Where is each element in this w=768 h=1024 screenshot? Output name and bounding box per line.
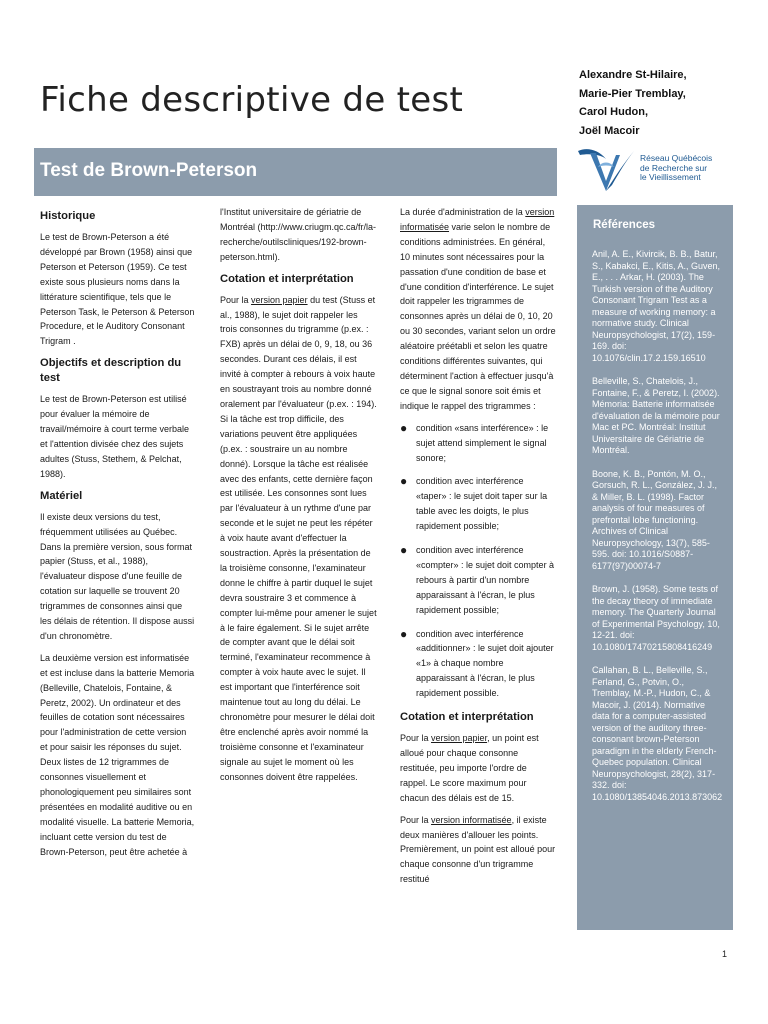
rqrv-logo-icon bbox=[576, 145, 636, 195]
conditions-list bbox=[400, 421, 556, 701]
test-title: Test de Brown-Peterson bbox=[40, 160, 258, 181]
list-item-text: condition avec interférence «taper» : le sujet doit taper sur la table avec les doigts, le plus rapidement possible; bbox=[416, 476, 548, 532]
author-name: Carol Hudon, bbox=[579, 106, 649, 118]
cotation-text bbox=[400, 731, 556, 806]
intro-text bbox=[400, 205, 556, 414]
text-span: , un point est alloué pour chaque consonne restituée, peu importe l'ordre de rappel. Le score maximum pour chacun des délais est de 15. bbox=[400, 733, 539, 803]
text-span: Pour la bbox=[400, 733, 432, 744]
text-span: , il existe deux manières d'allouer les points. Premièrement, un point est alloué pour chaque consonne d'un trigramme restitué bbox=[400, 814, 556, 885]
cotation-text bbox=[400, 813, 556, 888]
logo-line: le Vieillissement bbox=[640, 172, 701, 182]
materiel-heading: Matériel bbox=[40, 489, 83, 502]
list-item-text: condition avec interférence «compter» : le sujet doit compter à rebours à partir d'un nombre apparaissant à l'écran, le plus rapidement possible; bbox=[416, 545, 555, 615]
text-span: La durée d'administration de la bbox=[400, 207, 526, 217]
bullet-icon: ● bbox=[400, 474, 408, 489]
version-informatisee-link: version informatisée bbox=[431, 814, 512, 825]
objectifs-heading: Objectifs et description du test bbox=[40, 357, 182, 385]
materiel-text: Il existe deux versions du test, fréquemment utilisées au Québec. Dans la première version, sous format papier (Stuss, et al., 1988), l'évaluateur dispose d'une feuille de cotation sur laquelle se trouvent 20 trigrammes de consonnes ainsi que les délais de rétention. Il dispose aussi d'un chronomètre. bbox=[40, 511, 195, 641]
version-papier-link: version papier bbox=[251, 294, 308, 305]
list-item bbox=[400, 543, 556, 618]
page-number: 1 bbox=[722, 949, 728, 959]
reference-item: Anil, A. E., Kivircik, B. B., Batur, S., Kabakci, E., Kitis, A., Guven, E., . . . Arkar, H. (2003). The Turkish version of the Auditory Consonant Trigram Test as a measure of working memory: a normative study. Clinical Neuropsychologist, 17(2), 159-169. doi: 10.1076/clin.17.2.159.16510 bbox=[592, 249, 721, 363]
references-sidebar bbox=[577, 205, 733, 930]
text-span: du test (Stuss et al., 1988), le sujet doit rappeler les trois consonnes du trigramme (p.ex. : FXB) après un délai de 0, 9, 18, ou 36 secondes. Durant ces délais, il est invité à compter à rebours à voix haute en soustrayant trois au nombre donné oralement par l'évaluateur (p.ex. : 194). Si la tâche est trop difficile, des variations peuvent être appliquées (p.ex. : soustraire un au nombre donné). Lorsque la tâche est réalisée avec des enfants, cette dernière façon est utilisée. Les consonnes sont lues par l'évaluateur à un rythme d'une par seconde et le sujet ne peut les répéter à voix haute avant d'effectuer la soustraction. Après la présentation de la troisième consonne, l'examinateur donne le chiffre à partir duquel le sujet devra soustraire 3 et commence à compter lui-même pour amener le sujet à le faire également. Si le sujet arrête de compter avant que le délai soit terminé, l'examinateur recommence à compter à voix haute avec le sujet. Il est important que l'interférence soit maintenue tout au long du délai. Le chronomètre pour mesurer le délai doit être enclenché après avoir nommé la troisième consonne et l'examinateur signale au sujet le moment où les consonnes doivent être rappelées. bbox=[220, 294, 377, 782]
rqrv-logo bbox=[576, 145, 736, 195]
version-papier-link: version papier bbox=[431, 733, 488, 744]
reference-item: Callahan, B. L., Belleville, S., Ferland, G., Potvin, O., Tremblay, M.-P., Hudon, C., & Macoir, J. (2014). Normative data for a computer-assisted version of the auditory three-consonant brown-Peterson paradigm in the elderly French-Quebec population. Clinical Neuropsychologist, 28(2), 317-332. doi: 10.1080/13854046.2013.873062 bbox=[592, 665, 723, 802]
column-1 bbox=[40, 205, 195, 867]
logo-line: de Recherche sur bbox=[640, 162, 708, 173]
materiel-text: La deuxième version est informatisée et est incluse dans la batterie Memoria (Belleville, Chatelois, Fontaine, & Peretz, 2002). Un ordinateur et des feuilles de cotation sont nécessaires pour l'administration de cette version et pour saisir les réponses du sujet. Deux listes de 12 trigrammes de consonnes visuellement et phonologiquement peu similaires sont présentées en modalité auditive ou en modalité visuelle. La batterie Memoria, incluant cette version du test de Brown-Peterson, peut être achetée à bbox=[40, 652, 195, 857]
list-item-text: condition «sans interférence» : le sujet attend simplement le signal sonore; bbox=[416, 422, 549, 463]
cotation-heading: Cotation et interprétation bbox=[220, 272, 354, 285]
cotation-heading: Cotation et interprétation bbox=[400, 711, 534, 724]
author-name: Marie-Pier Tremblay, bbox=[579, 87, 686, 100]
objectifs-text: Le test de Brown-Peterson est utilisé pour évaluer la mémoire de travail/mémoire à court terme verbale et l'attention divisée chez des sujets adultes (Stuss, Stethem, & Pelchat, 1988). bbox=[40, 394, 190, 479]
continuation-text: l'Institut universitaire de gériatrie de Montréal (http://www.criugm.qc.ca/fr/la-recherche/outilscliniques/192-brown-peterson.html). bbox=[220, 207, 377, 262]
cotation-text bbox=[220, 293, 377, 785]
references-heading: Références bbox=[593, 219, 656, 231]
test-title-banner bbox=[34, 148, 557, 196]
column-2 bbox=[220, 205, 377, 792]
author-name: Alexandre St-Hilaire, bbox=[579, 69, 687, 81]
list-item-text: condition avec interférence «additionner» : le sujet doit ajouter «1» à chaque nombre apparaissant à l'écran, le plus rapidement possible. bbox=[416, 628, 554, 699]
author-name: Joël Macoir bbox=[579, 124, 640, 137]
document-title: Fiche descriptive de test bbox=[40, 80, 464, 120]
list-item bbox=[400, 627, 556, 702]
bullet-icon: ● bbox=[400, 420, 408, 435]
text-span: Pour la bbox=[400, 814, 432, 825]
authors-list bbox=[579, 66, 687, 140]
reference-item: Belleville, S., Chatelois, J., Fontaine, F., & Peretz, I. (2002). Mémoria: Batterie informatisée d'évaluation de la mémoire pour Mac et PC. Montréal: Institut Universitaire de Gériatrie de Montréal. bbox=[592, 376, 720, 455]
bullet-icon: ● bbox=[400, 543, 408, 558]
text-span: varie selon le nombre de conditions administrées. En général, 10 minutes sont nécessaires pour la passation d'une condition de base et d'une condition d'interférence. Le sujet doit rappeler les trigrammes de consonnes après un délai de 0, 10, 20 ou 30 secondes, variant selon un ordre aléatoire préétabli et selon les quatre conditions différentes suivantes, qui déterminent l'action à effectuer jusqu'à ce que le signal sonore soit émis et indique le rappel des trigrammes : bbox=[400, 221, 556, 411]
reference-item: Brown, J. (1958). Some tests of the decay theory of immediate memory. The Quarterly Journal of Experimental Psychology, 10, 12-21. doi: 10.1080/17470215808416249 bbox=[592, 584, 720, 652]
list-item bbox=[400, 474, 556, 534]
reference-item: Boone, K. B., Pontón, M. O., Gorsuch, R. L., González, J. J., & Miller, B. L. (1998). Factor analysis of four measures of prefrontal lobe functioning. Archives of Clinical Neuropsychology, 13(7), 585-595. doi: 10.1016/S0887-6177(97)00074-7 bbox=[592, 468, 718, 571]
list-item bbox=[400, 421, 556, 466]
column-3 bbox=[400, 205, 556, 894]
logo-line: Réseau Québécois bbox=[640, 153, 713, 163]
historique-heading: Historique bbox=[40, 210, 96, 222]
bullet-icon: ● bbox=[400, 626, 408, 641]
historique-text: Le test de Brown-Peterson a été développé par Brown (1958) ainsi que Peterson et Peterson (1959). Ce test existe sous plusieurs noms dans la littérature scientifique, tels que le Peterson Task, le Peterson & Peterson Procedure, et le Auditory Consonant Trigram . bbox=[40, 232, 195, 347]
references-list bbox=[592, 249, 724, 815]
text-span: Pour la bbox=[220, 294, 252, 305]
rqrv-logo-text bbox=[640, 154, 712, 183]
version-informatisee-link: version informatisée bbox=[400, 207, 555, 232]
